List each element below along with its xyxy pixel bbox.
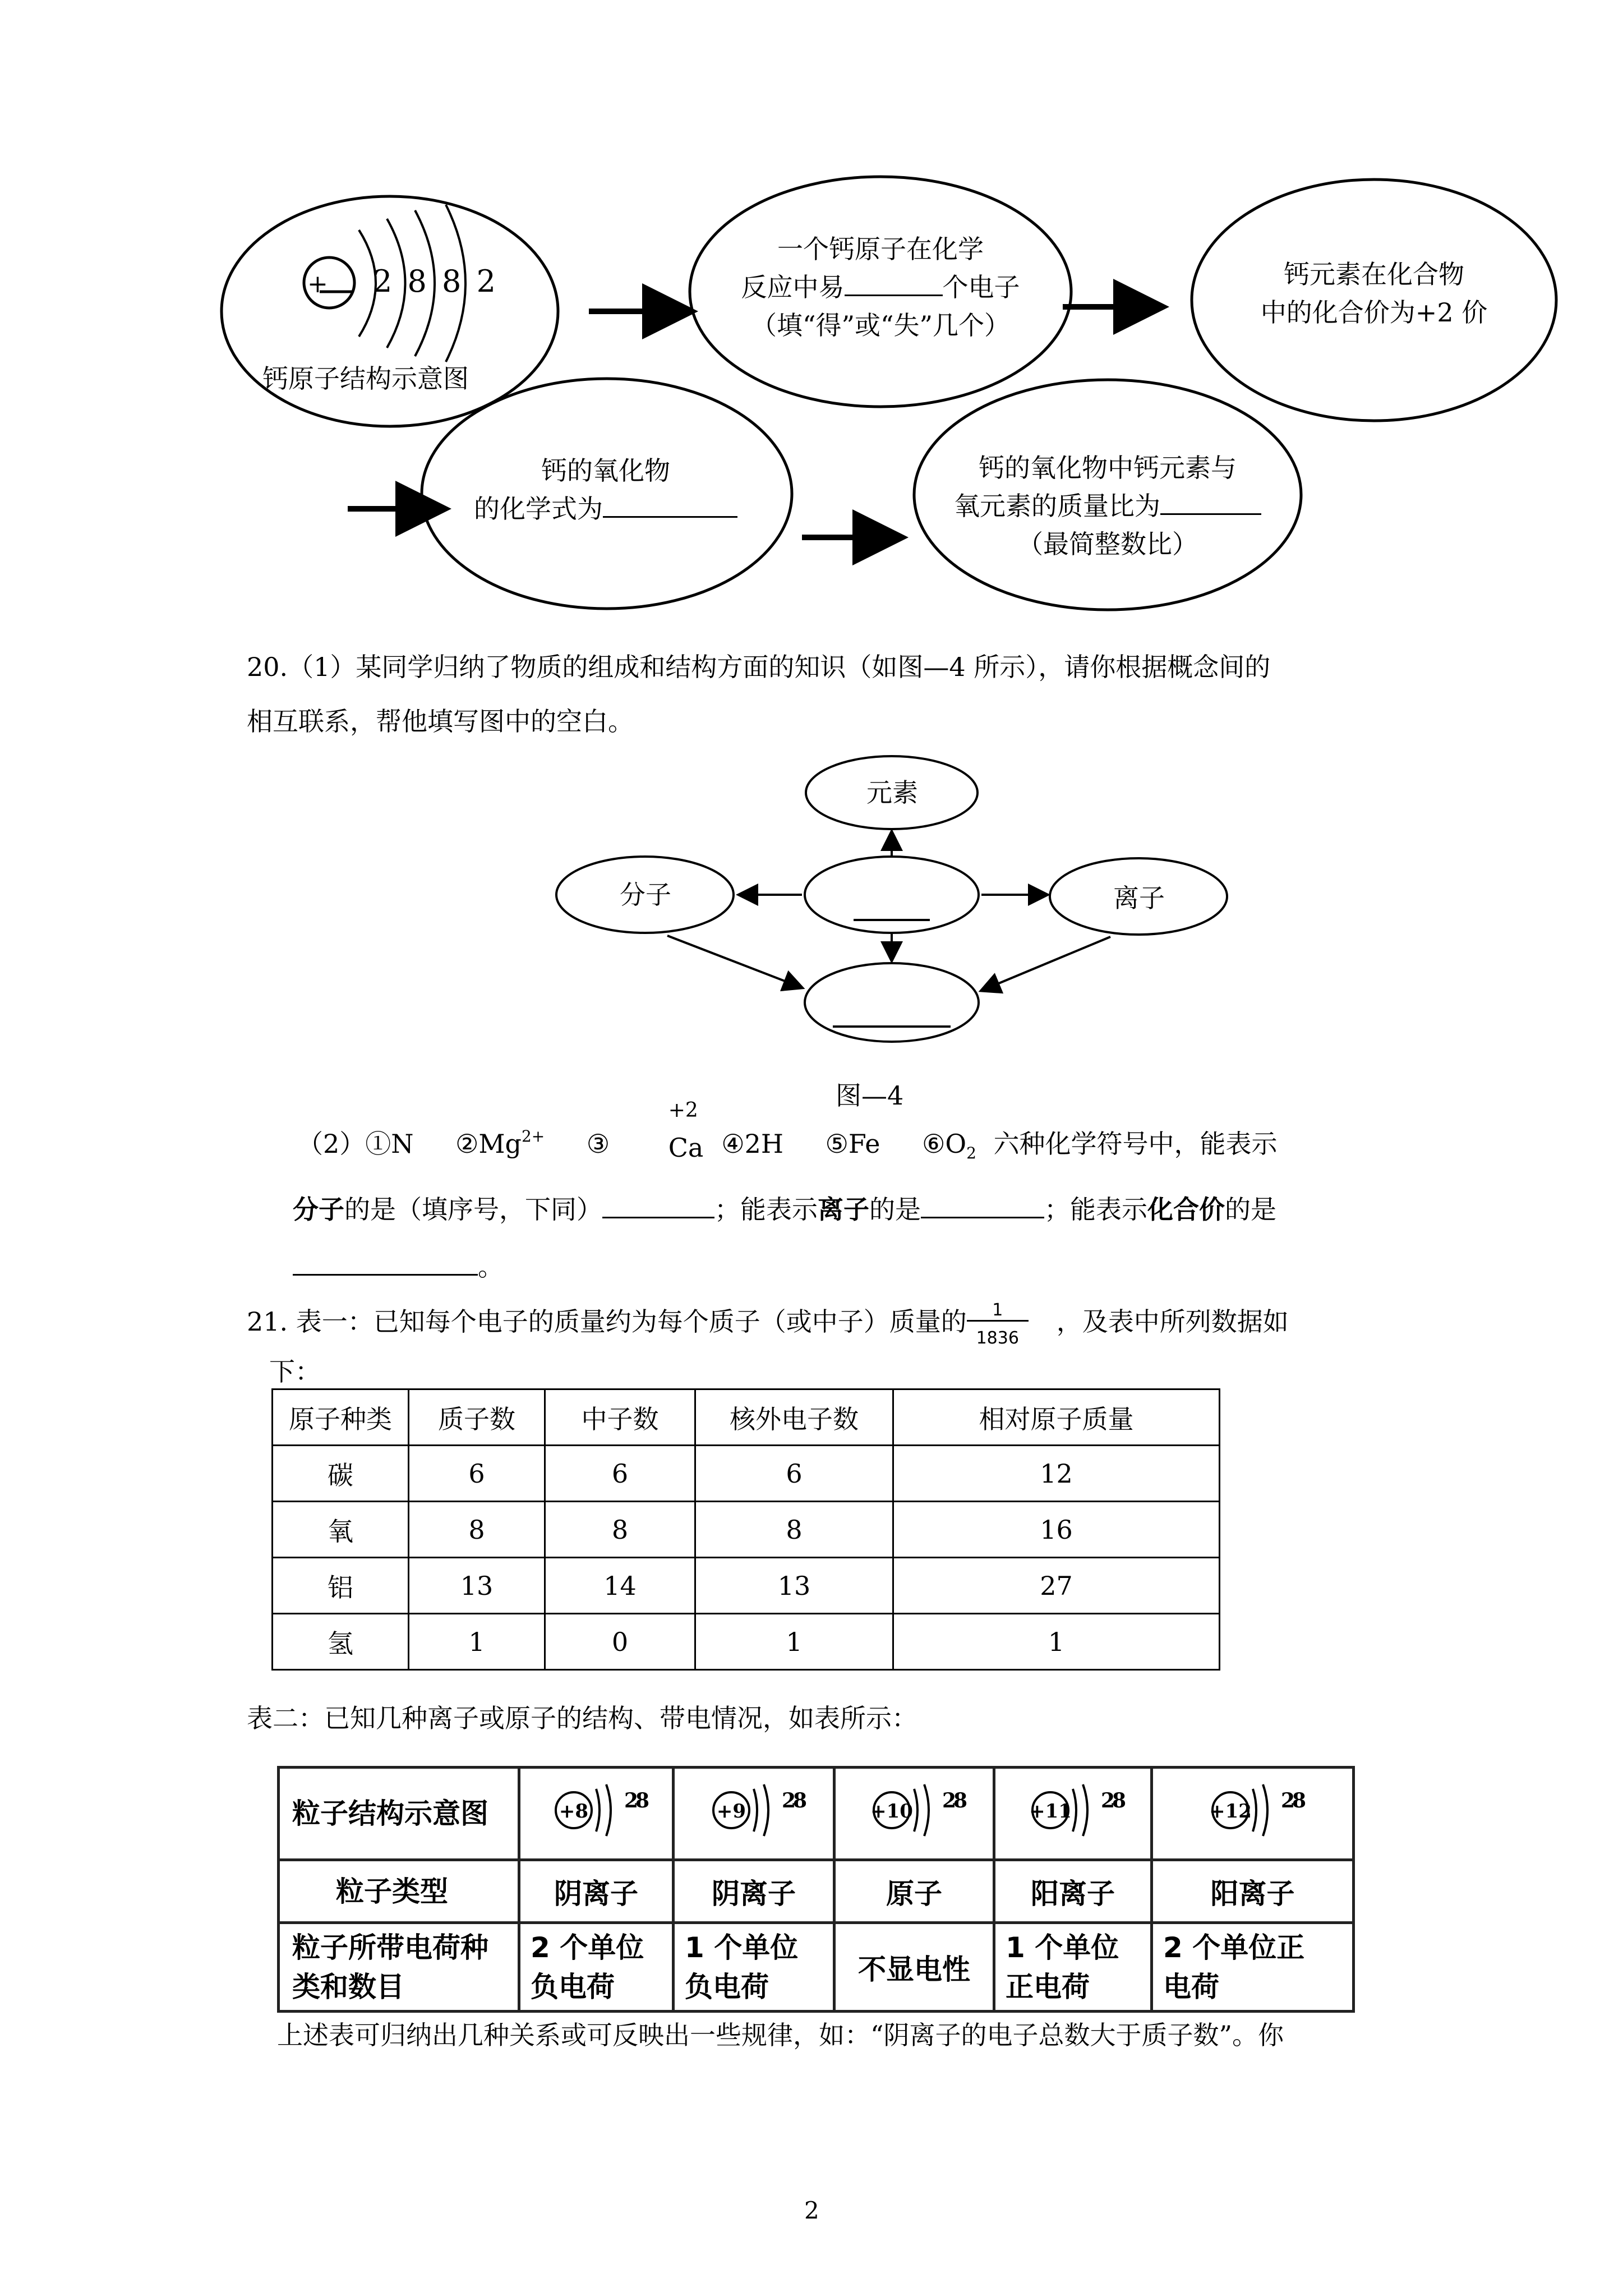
nucleus-charge: +9 <box>716 1800 746 1823</box>
particle-diagram <box>834 1768 994 1860</box>
box2-line2a: 反应中易 <box>741 272 845 302</box>
particle-structure-diagram <box>858 1777 970 1844</box>
particle-diagram <box>994 1768 1152 1860</box>
q20-part2-line1 <box>297 1099 1278 1163</box>
particle-type: 原子 <box>834 1860 994 1923</box>
particle-diagram <box>1152 1768 1354 1860</box>
shell-count: 2 <box>1280 1789 1295 1812</box>
table2-row-charges <box>279 1923 1354 2012</box>
table-row: 铝 13 14 13 27 <box>273 1558 1220 1614</box>
box2-line3: （填“得”或“失”几个） <box>750 310 1011 341</box>
nucleus-charge: +8 <box>559 1800 589 1823</box>
particle-diagram <box>519 1768 674 1860</box>
particle-charge: 2 个单位 负电荷 <box>519 1923 674 2012</box>
table2-row3-label: 粒子所带电荷种 类和数目 <box>279 1923 519 2012</box>
box4-line2: 的化学式为 <box>474 494 603 524</box>
table2-row2-label: 粒子类型 <box>279 1860 519 1923</box>
table-row: 氧 8 8 8 16 <box>273 1502 1220 1558</box>
q20-line1: 20.（1）某同学归纳了物质的组成和结构方面的知识（如图—4 所示），请你根据概念间的 <box>247 652 1271 682</box>
q21-line2: 下： <box>269 1356 321 1387</box>
q20-line2: 相互联系，帮他填写图中的空白。 <box>247 706 634 737</box>
symbol-mg-charge: 2+ <box>521 1127 545 1145</box>
box2-blank[interactable] <box>845 272 943 296</box>
ca-nucleus-sign: + <box>307 270 328 298</box>
label-valence: 化合价 <box>1147 1194 1225 1225</box>
particle-charge: 1 个单位 正电荷 <box>994 1923 1152 2012</box>
node-bottom <box>805 963 979 1042</box>
particle-charge: 2 个单位正 电荷 <box>1152 1923 1354 2012</box>
shell-count: 8 <box>953 1789 968 1812</box>
nucleus-charge: +12 <box>1209 1800 1252 1823</box>
q21-closing: 上述表可归纳出几种关系或可反映出一些规律，如：“阴离子的电子总数大于质子数”。你 <box>277 2020 1284 2050</box>
label-molecule: 分子 <box>293 1194 344 1225</box>
box3-text <box>1192 255 1556 332</box>
particle-type: 阴离子 <box>519 1860 674 1923</box>
box5-text <box>914 449 1301 563</box>
box4-line1: 钙的氧化物 <box>541 455 670 486</box>
shell-arc <box>754 1789 757 1832</box>
shell-arc <box>914 1789 917 1832</box>
shell-arc <box>924 1784 929 1836</box>
fraction-numerator: 1 <box>967 1300 1029 1322</box>
particle-type: 阳离子 <box>1152 1860 1354 1923</box>
particle-structure-diagram <box>540 1777 652 1844</box>
table-row: 碳 6 6 6 12 <box>273 1446 1220 1502</box>
table1-header: 原子种类 <box>273 1389 409 1446</box>
nucleus-charge: +10 <box>870 1800 913 1823</box>
shell-arc <box>596 1789 600 1832</box>
table1-header: 相对原子质量 <box>893 1389 1220 1446</box>
answer-molecule-blank[interactable] <box>602 1194 714 1218</box>
box5-line3: （最简整数比） <box>1017 529 1198 559</box>
shell-arc <box>1263 1784 1267 1836</box>
particle-charge: 不显电性 <box>834 1923 994 2012</box>
q20-part2-tail: 六种化学符号中，能表示 <box>993 1129 1278 1159</box>
box2-text <box>690 230 1071 344</box>
label-ion: 离子 <box>818 1194 869 1225</box>
table2-row-types <box>279 1860 1354 1923</box>
symbol-fe: ⑤Fe <box>825 1129 880 1159</box>
particle-structure-diagram <box>1197 1777 1309 1844</box>
table1-header: 质子数 <box>409 1389 545 1446</box>
box4-text <box>426 452 785 528</box>
shell-arc <box>1083 1784 1087 1836</box>
particle-structure-diagram <box>698 1777 810 1844</box>
page-number: 2 <box>804 2197 819 2224</box>
table1-atoms <box>271 1388 1220 1671</box>
shell-count: 2 <box>782 1789 796 1812</box>
box5-line2: 氧元素的质量比为 <box>954 491 1160 521</box>
symbol-3-marker: ③ <box>586 1129 610 1159</box>
ca-valence-value: +2 <box>668 1099 698 1122</box>
table-row: 氢 1 0 1 1 <box>273 1614 1220 1670</box>
box3-line2: 中的化合价为+2 价 <box>1260 297 1488 328</box>
shell-count: 2 <box>624 1789 639 1812</box>
particle-type: 阳离子 <box>994 1860 1152 1923</box>
shell-count: 8 <box>793 1789 808 1812</box>
table2-row1-label: 粒子结构示意图 <box>279 1768 519 1860</box>
node-ion-label: 离子 <box>1113 883 1165 913</box>
nucleus-charge: +11 <box>1029 1800 1072 1823</box>
particle-diagram <box>674 1768 834 1860</box>
node-center <box>805 857 979 933</box>
q21-line1 <box>247 1300 1289 1348</box>
particle-charge: 1 个单位 负电荷 <box>674 1923 834 2012</box>
box2-line1: 一个钙原子在化学 <box>777 234 984 264</box>
box5-blank[interactable] <box>1160 491 1261 515</box>
q20-part2-line2: 分子的是（填序号，下同） ；能表示离子的是 ；能表示化合价的是 <box>293 1194 1276 1225</box>
table1-header: 核外电子数 <box>695 1389 893 1446</box>
symbol-n: （2）①N <box>297 1129 414 1159</box>
box5-line1: 钙的氧化物中钙元素与 <box>979 453 1237 483</box>
symbol-mg: ②Mg <box>455 1129 522 1159</box>
shell-count: 8 <box>635 1789 650 1812</box>
box4-blank[interactable] <box>603 494 737 518</box>
symbol-o2: ⑥O <box>922 1129 967 1159</box>
node-element-label: 元素 <box>866 777 918 808</box>
ca-structure-caption: 钙原子结构示意图 <box>262 364 469 394</box>
shell-arc <box>1073 1789 1076 1832</box>
table1-header: 中子数 <box>545 1389 695 1446</box>
answer-valence-blank[interactable] <box>293 1251 478 1276</box>
ca-symbol: Ca <box>668 1133 704 1163</box>
shell-count: 2 <box>1101 1789 1115 1812</box>
fraction-1-1836 <box>967 1300 1034 1348</box>
shell-arc <box>764 1784 768 1836</box>
table2-intro: 表二：已知几种离子或原子的结构、带电情况，如表所示： <box>247 1703 917 1733</box>
shell-count: 2 <box>942 1789 957 1812</box>
ca-shell-electrons: 2 8 8 2 <box>373 264 496 299</box>
shell-arc <box>1253 1789 1256 1832</box>
box3-line1: 钙元素在化合物 <box>1284 259 1464 289</box>
table2-particles <box>277 1766 1355 2013</box>
shell-count: 8 <box>1292 1789 1306 1812</box>
symbol-o2-subscript: 2 <box>966 1144 976 1162</box>
fraction-denominator: 1836 <box>976 1328 1019 1348</box>
particle-structure-diagram <box>1017 1777 1129 1844</box>
node-molecule-label: 分子 <box>620 880 671 910</box>
shell-count: 8 <box>1112 1789 1127 1812</box>
shell-arc <box>606 1784 611 1836</box>
q21-line1-text: 21. 表一：已知每个电子的质量约为每个质子（或中子）质量的 <box>247 1306 967 1337</box>
figure4-caption: 图—4 <box>836 1080 904 1111</box>
table1-header-row <box>273 1389 1220 1446</box>
particle-type: 阴离子 <box>674 1860 834 1923</box>
symbol-2h: ④2H <box>721 1129 783 1159</box>
symbol-ca-valence <box>668 1099 713 1163</box>
box2-line2b: 个电子 <box>942 272 1020 302</box>
answer-ion-blank[interactable] <box>921 1194 1044 1218</box>
q20-part2-line3: 。 <box>293 1246 504 1283</box>
table2-row-diagrams <box>279 1768 1354 1860</box>
q21-line1-end: ，及表中所列数据如 <box>1056 1306 1289 1337</box>
